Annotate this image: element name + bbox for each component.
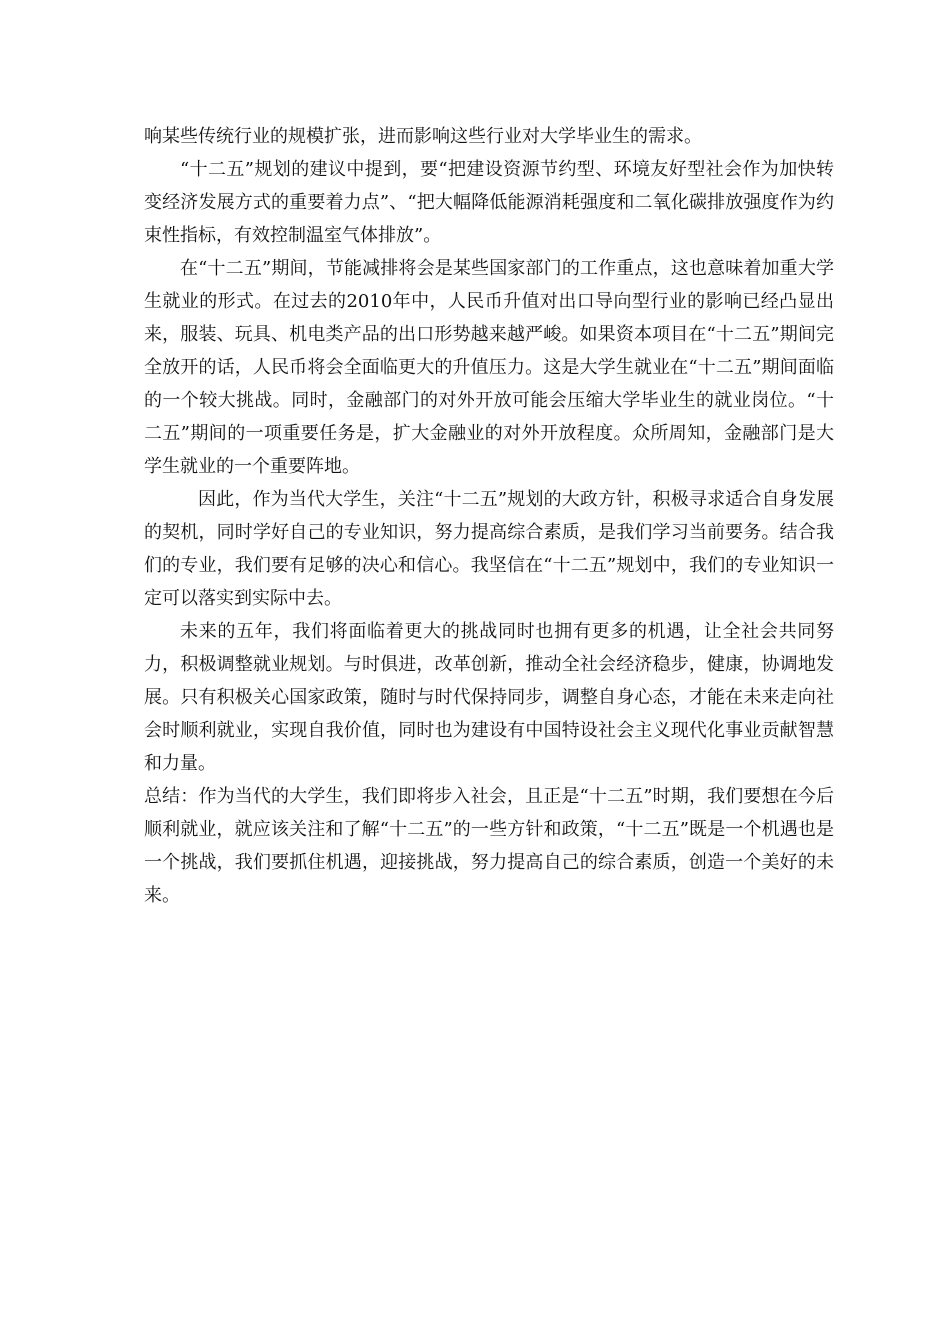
paragraph-energy-saving: 在“十二五”期间，节能减排将会是某些国家部门的工作重点，这也意味着加重大学生就业的形式。在过去的2010年中，人民币升值对出口导向型行业的影响已经凸显出来，服装、玩具、机电类产品的出口形势越来越严峻。如果资本项目在“十二五”期间完全放开的话，人民币将会全面临更大的升值压力。这是大学生就业在“十二五”期间面临的一个较大挑战。同时，金融部门的对外开放可能会压缩大学毕业生的就业岗位。“十二五”期间的一项重要任务是，扩大金融业的对外开放程度。众所周知，金融部门是大学生就业的一个重要阵地。	[144, 258, 834, 477]
paragraph-continuation: 响某些传统行业的规模扩张，进而影响这些行业对大学毕业生的需求。	[144, 126, 702, 147]
paragraph-plan-proposal: “十二五”规划的建议中提到，要“把建设资源节约型、环境友好型社会作为加快转变经济发展方式的重要着力点”、“把大幅降低能源消耗强度和二氧化碳排放强度作为约束性指标，有效控制温室气体排放”。	[144, 159, 834, 246]
paragraph-future: 未来的五年，我们将面临着更大的挑战同时也拥有更多的机遇，让全社会共同努力，积极调整就业规划。与时俱进，改革创新，推动全社会经济稳步，健康，协调地发展。只有积极关心国家政策，随时与时代保持同步，调整自身心态，才能在未来走向社会时顺利就业，实现自我价值，同时也为建设有中国特设社会主义现代化事业贡献智慧和力量。	[144, 621, 834, 774]
paragraph-summary: 总结：作为当代的大学生，我们即将步入社会，且正是“十二五”时期，我们要想在今后顺利就业，就应该关注和了解“十二五”的一些方针和政策，“十二五”既是一个机遇也是一个挑战，我们要抓住机遇，迎接挑战，努力提高自己的综合素质，创造一个美好的未来。	[144, 786, 834, 906]
paragraph-therefore: 因此，作为当代大学生，关注“十二五”规划的大政方针，积极寻求适合自身发展的契机，同时学好自己的专业知识，努力提高综合素质，是我们学习当前要务。结合我们的专业，我们要有足够的决心和信心。我坚信在“十二五”规划中，我们的专业知识一定可以落实到实际中去。	[144, 489, 834, 609]
document-body	[144, 120, 834, 912]
